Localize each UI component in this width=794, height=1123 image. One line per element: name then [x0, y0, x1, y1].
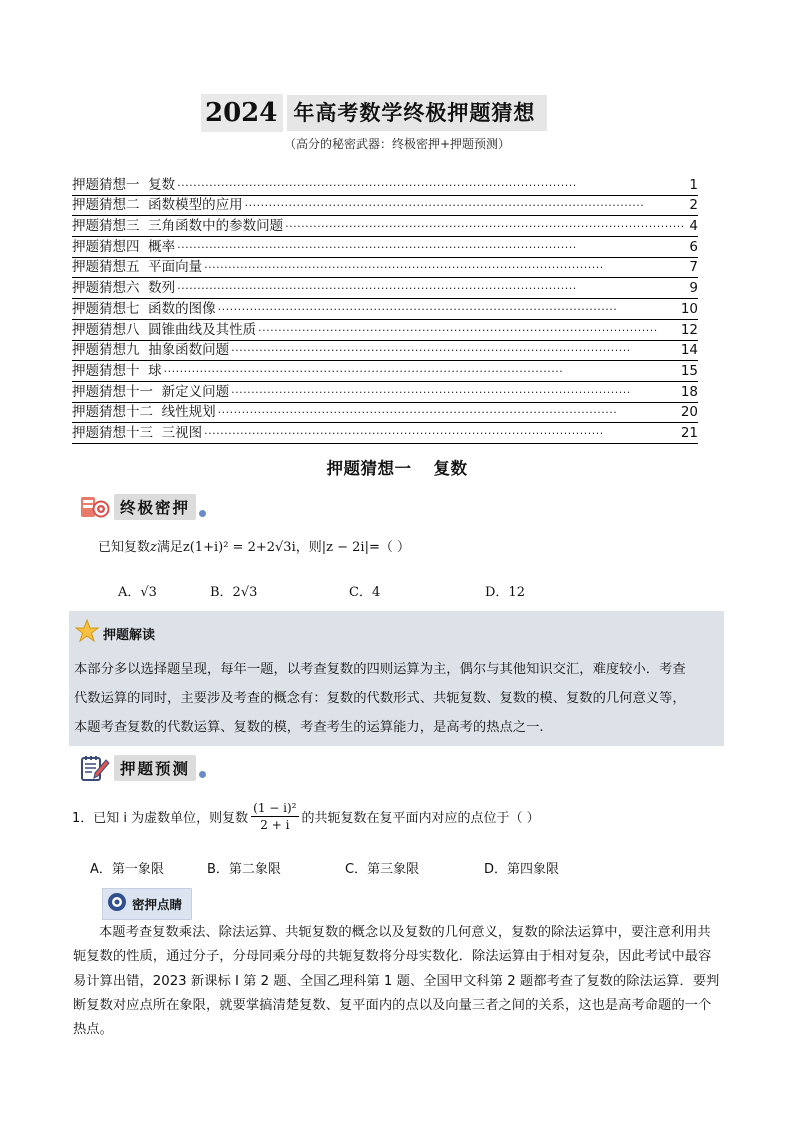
- toc-leader-dots: ····································································································: [231, 344, 631, 358]
- point-paragraph: 本题考查复数乘法、除法运算、共轭复数的概念以及复数的几何意义，复数的除法运算中，要注意利用共轭复数的性质，通过分子，分母同乘分母的共轭复数将分母实数化．除法运算由于相对复杂，因此考试中最容易计算出错，2023 新课标 I 第 2 题、全国乙理科第 1 题、全国甲文科第 2 题都考查了复数的除法运算．要判断复数对应点所在象限，就要掌搞清楚复数、复平面内的点以及向量三者之间的关系，这也是高考命题的一个热点。: [73, 925, 720, 1038]
- toc-page-number: 21: [680, 424, 698, 441]
- star-icon: [75, 619, 99, 647]
- magnifier-badge-icon: [106, 891, 128, 917]
- toc-label: 押题猜想五 平面向量: [72, 259, 203, 276]
- toc-leader-dots: ····································································································: [177, 282, 577, 296]
- toc-label: 押题猜想三 三角函数中的参数问题: [72, 218, 284, 235]
- forecast-banner: [80, 755, 206, 781]
- toc-leader-dots: ····································································································: [177, 240, 577, 254]
- toc-page-number: 6: [689, 238, 698, 255]
- toc-row[interactable]: [72, 423, 698, 444]
- choice-c: C．4: [349, 585, 381, 600]
- toc-leader-dots: ····································································································: [258, 323, 658, 337]
- section-title-left: 押题猜想一: [326, 459, 412, 478]
- toc-row[interactable]: [72, 258, 698, 279]
- table-of-contents: [72, 175, 698, 444]
- target-icon: [80, 494, 110, 520]
- choice-b: B．2√3: [210, 585, 258, 600]
- toc-leader-dots: ····································································································: [244, 199, 645, 213]
- toc-row[interactable]: [72, 237, 698, 258]
- choice-c: C．第三象限: [345, 862, 420, 877]
- toc-page-number: 15: [680, 362, 698, 379]
- choice-b: B．第二象限: [207, 862, 281, 877]
- section-title-right: 复数: [433, 459, 468, 478]
- toc-label: 押题猜想七 函数的图像: [72, 300, 216, 317]
- toc-page-number: 1: [689, 176, 698, 193]
- choice-d: D．12: [485, 585, 525, 600]
- toc-label: 押题猜想十二 线性规划: [72, 404, 216, 421]
- toc-page-number: 10: [680, 300, 698, 317]
- toc-leader-dots: ····································································································: [163, 364, 564, 378]
- toc-row[interactable]: [72, 341, 698, 362]
- analysis-box: [69, 611, 724, 746]
- toc-label: 押题猜想十 球: [72, 362, 162, 379]
- fraction: $\frac{\text{(1 − i)²}}{2 + i}$: [253, 801, 297, 832]
- toc-page-number: 20: [680, 404, 698, 421]
- title-main: 年高考数学终极押题猜想: [287, 95, 547, 131]
- choice-a: A．√3: [118, 585, 157, 600]
- toc-leader-dots: ····································································································: [204, 426, 604, 440]
- title-year: 2024: [201, 94, 283, 132]
- toc-leader-dots: ····································································································: [204, 261, 604, 275]
- point-badge: 密押点睛: [102, 888, 192, 920]
- toc-leader-dots: ····································································································: [217, 302, 618, 316]
- document-title: [201, 94, 547, 132]
- pencil-notepad-icon: [80, 755, 110, 781]
- question-choices: [118, 581, 558, 601]
- toc-page-number: 9: [689, 280, 698, 297]
- toc-row[interactable]: [72, 175, 698, 196]
- choice-d: D．第四象限: [484, 862, 560, 877]
- toc-label: 押题猜想四 概率: [72, 238, 176, 255]
- toc-leader-dots: ····································································································: [231, 385, 631, 399]
- toc-row[interactable]: [72, 216, 698, 237]
- toc-label: 押题猜想十三 三视图: [72, 424, 203, 441]
- toc-label: 押题猜想六 数列: [72, 280, 176, 297]
- toc-row[interactable]: [72, 382, 698, 403]
- banner-dot: [199, 510, 206, 517]
- toc-row[interactable]: [72, 196, 698, 217]
- toc-page-number: 14: [680, 342, 698, 359]
- toc-label: 押题猜想八 圆锥曲线及其性质: [72, 321, 257, 338]
- toc-label: 押题猜想十一 新定义问题: [72, 383, 230, 400]
- toc-label: 押题猜想九 抽象函数问题: [72, 342, 230, 359]
- toc-row[interactable]: [72, 299, 698, 320]
- toc-page-number: 7: [689, 259, 698, 276]
- question-formula: z(1+i)² = 2+2√3i: [182, 540, 296, 555]
- toc-page-number: 18: [680, 383, 698, 400]
- toc-row[interactable]: [72, 320, 698, 341]
- toc-label: 押题猜想二 函数模型的应用: [72, 197, 243, 214]
- section-title: [0, 455, 794, 479]
- toc-row[interactable]: [72, 361, 698, 382]
- secret-banner-label: 终极密押: [114, 494, 196, 520]
- analysis-heading: 押题解读: [75, 619, 155, 647]
- toc-leader-dots: ····································································································: [177, 178, 577, 192]
- question-stem: 已知复数z满足z(1+i)² = 2+2√3i，则|z − 2i|=（ ）: [98, 540, 410, 555]
- forecast-banner-label: 押题预测: [114, 755, 196, 781]
- document-subtitle: （高分的秘密武器：终极密押+押题预测）: [283, 137, 511, 151]
- toc-page-number: 2: [689, 197, 698, 214]
- question-1-choices: [90, 858, 590, 878]
- banner-dot: [199, 771, 206, 778]
- toc-page-number: 4: [689, 218, 698, 235]
- toc-row[interactable]: [72, 278, 698, 299]
- question-ask: |z − 2i|: [321, 540, 369, 555]
- question-1-stem: 1．已知 i 为虚数单位，则复数 $\frac{\text{(1 − i)²}}{2 + i}$ 的共轭复数在复平面内对应的点位于（ ）: [72, 801, 540, 832]
- choice-a: A．第一象限: [90, 862, 164, 877]
- toc-leader-dots: ····································································································: [285, 220, 685, 234]
- toc-row[interactable]: [72, 403, 698, 424]
- toc-page-number: 12: [680, 321, 698, 338]
- secret-banner: [80, 494, 206, 520]
- toc-label: 押题猜想一 复数: [72, 176, 176, 193]
- analysis-body: 本部分多以选择题呈现，每年一题，以考查复数的四则运算为主，偶尔与其他知识交汇，难度较小．考查 代数运算的同时，主要涉及考查的概念有：复数的代数形式、共轭复数、复数的模、复数的几何意义等， 本题考查复数的代数运算、复数的模，考查考生的运算能力，是高考的热点之一.: [74, 662, 686, 735]
- toc-leader-dots: ····································································································: [217, 406, 618, 420]
